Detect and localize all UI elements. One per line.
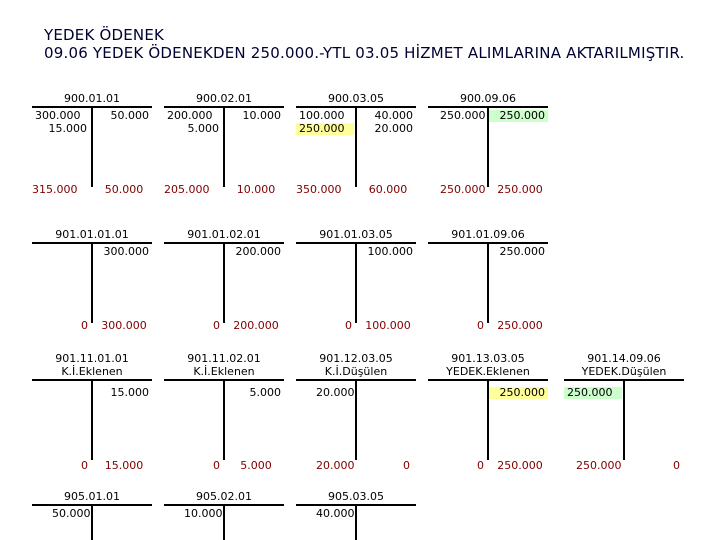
account-divider: [223, 107, 225, 187]
account-divider: [355, 107, 357, 187]
page-subtitle: 09.06 YEDEK ÖDENEKDEN 250.000.-YTL 03.05 HİZMET ALIMLARINA AKTARILMIŞTIR.: [44, 44, 685, 62]
account-code: 901.01.09.06: [451, 228, 525, 241]
account-code: 901.01.02.01: [187, 228, 261, 241]
highlighted-debit-entry: 250.000: [296, 123, 354, 135]
credit-total: 250.000: [497, 319, 543, 332]
account-code: 900.02.01: [196, 92, 252, 105]
account-code: 901.11.01.01: [55, 352, 129, 365]
debit-entry: 15.000: [48, 122, 87, 135]
credit-entry: 5.000: [249, 386, 281, 399]
account-code: 900.01.01: [64, 92, 120, 105]
credit-total: 200.000: [233, 319, 279, 332]
debit-total: 0: [477, 459, 484, 472]
debit-entry: 100.000: [299, 109, 345, 122]
debit-entry: 300.000: [35, 109, 81, 122]
highlighted-debit-entry: 250.000: [564, 387, 622, 399]
debit-total: 0: [345, 319, 352, 332]
account-code: 901.01.03.05: [319, 228, 393, 241]
t-account-901-12-03-05: [296, 352, 416, 472]
debit-total: 0: [477, 319, 484, 332]
account-description: K.İ.Eklenen: [193, 365, 255, 378]
account-divider: [355, 243, 357, 323]
account-description: K.İ.Eklenen: [61, 365, 123, 378]
account-code: 901.11.02.01: [187, 352, 261, 365]
account-code: 900.09.06: [460, 92, 516, 105]
t-account-905-02-01: [164, 490, 284, 540]
credit-total: 50.000: [104, 183, 144, 196]
debit-entry: 40.000: [316, 507, 355, 520]
account-code: 905.03.05: [328, 490, 384, 503]
debit-total: 250.000: [576, 459, 622, 472]
account-description: YEDEK.Düşülen: [581, 365, 667, 378]
debit-total: 0: [213, 319, 220, 332]
account-code: 901.12.03.05: [319, 352, 393, 365]
credit-total: 300.000: [101, 319, 147, 332]
account-description: YEDEK.Eklenen: [446, 365, 530, 378]
credit-entry: 40.000: [374, 109, 413, 122]
credit-entry: 20.000: [374, 122, 413, 135]
credit-total: 0: [673, 459, 680, 472]
credit-entry: 100.000: [367, 245, 413, 258]
credit-entry: 250.000: [499, 245, 545, 258]
t-account-901-01-02-01: [164, 228, 284, 348]
account-code: 901.14.09.06: [587, 352, 661, 365]
account-code: 905.01.01: [64, 490, 120, 503]
debit-total: 315.000: [32, 183, 78, 196]
account-divider: [487, 243, 489, 323]
t-account-901-11-02-01: [164, 352, 284, 472]
credit-entry: 10.000: [242, 109, 281, 122]
debit-total: 350.000: [296, 183, 342, 196]
debit-total: 0: [81, 319, 88, 332]
t-account-901-01-01-01: [32, 228, 152, 348]
credit-entry: 50.000: [110, 109, 149, 122]
t-account-900-01-01: [32, 92, 152, 212]
account-divider: [91, 243, 93, 323]
highlighted-credit-entry: 250.000: [489, 387, 548, 399]
t-account-905-03-05: [296, 490, 416, 540]
debit-entry: 10.000: [184, 507, 223, 520]
credit-total: 250.000: [497, 459, 543, 472]
t-account-901-13-03-05: [428, 352, 548, 472]
account-code: 905.02.01: [196, 490, 252, 503]
debit-entry: 20.000: [316, 386, 355, 399]
debit-entry: 250.000: [440, 109, 486, 122]
page-title: YEDEK ÖDENEK: [44, 26, 165, 44]
t-account-900-09-06: [428, 92, 548, 212]
credit-total: 5.000: [240, 459, 272, 472]
credit-total: 60.000: [368, 183, 408, 196]
account-description: K.İ.Düşülen: [324, 365, 388, 378]
credit-total: 15.000: [104, 459, 144, 472]
debit-entry: 50.000: [52, 507, 91, 520]
account-divider: [623, 380, 625, 460]
credit-total: 10.000: [236, 183, 276, 196]
debit-total: 250.000: [440, 183, 486, 196]
account-divider: [91, 107, 93, 187]
highlighted-credit-entry: 250.000: [489, 110, 548, 122]
credit-total: 100.000: [365, 319, 411, 332]
credit-entry: 15.000: [110, 386, 149, 399]
t-account-901-14-09-06: [564, 352, 684, 472]
t-account-901-01-03-05: [296, 228, 416, 348]
account-code: 901.13.03.05: [451, 352, 525, 365]
account-code: 901.01.01.01: [55, 228, 129, 241]
t-account-901-01-09-06: [428, 228, 548, 348]
t-account-900-02-01: [164, 92, 284, 212]
debit-total: 205.000: [164, 183, 210, 196]
debit-entry: 200.000: [167, 109, 213, 122]
account-divider: [223, 243, 225, 323]
account-code: 900.03.05: [328, 92, 384, 105]
credit-entry: 200.000: [235, 245, 281, 258]
credit-total: 250.000: [497, 183, 543, 196]
t-account-900-03-05: [296, 92, 416, 212]
credit-entry: 300.000: [103, 245, 149, 258]
t-account-905-01-01: [32, 490, 152, 540]
debit-entry: 5.000: [187, 122, 219, 135]
t-account-901-11-01-01: [32, 352, 152, 472]
debit-total: 0: [81, 459, 88, 472]
account-divider: [91, 380, 93, 460]
account-divider: [223, 380, 225, 460]
debit-total: 0: [213, 459, 220, 472]
credit-total: 0: [403, 459, 410, 472]
debit-total: 20.000: [316, 459, 355, 472]
